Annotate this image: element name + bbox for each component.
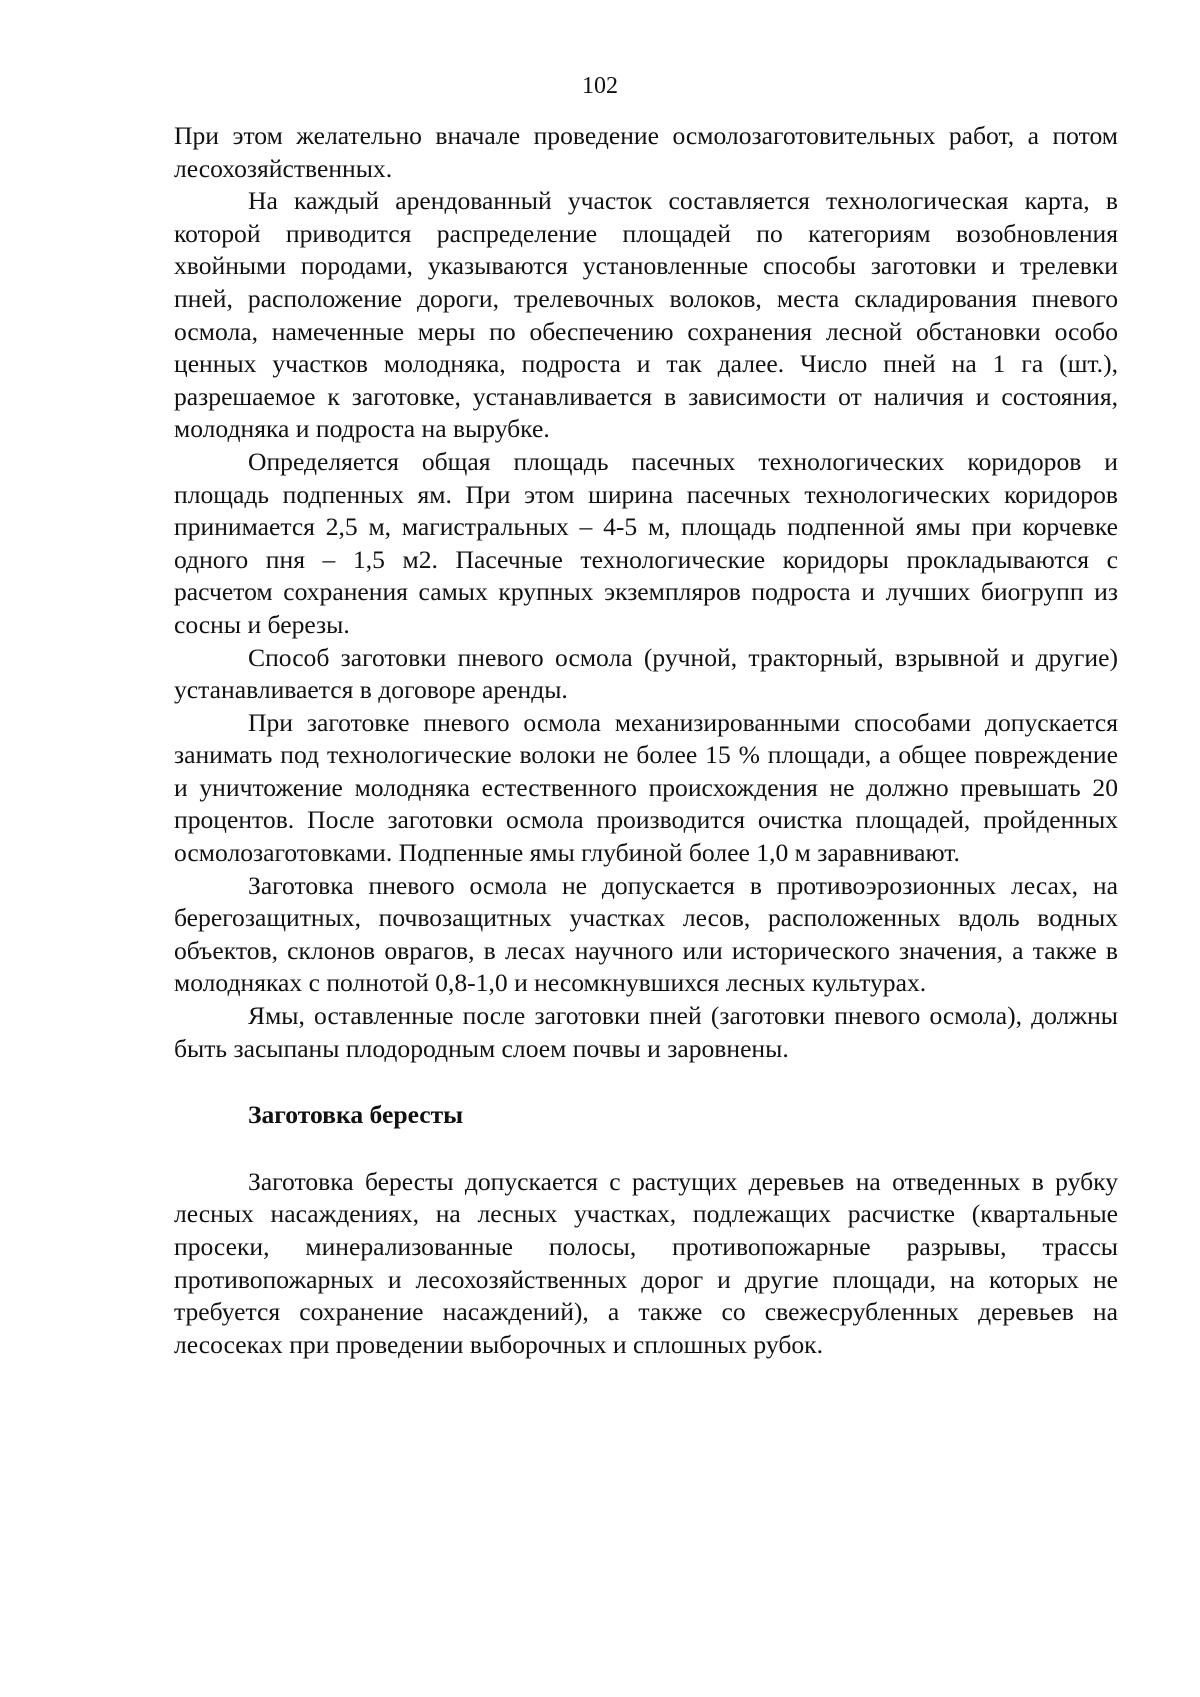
page-number: 102: [582, 73, 618, 99]
paragraph: Заготовка пневого осмола не допускается в противоэрозионных лесах, на берегозащитных, почвозащитных участках лесов, расположенных вдоль водных объектов, склонов оврагов, в лесах научного или исторического значения, а также в молодняках с полнотой 0,8-1,0 и несомкнувшихся лесных культурах.: [174, 870, 1118, 998]
paragraph: Ямы, оставленные после заготовки пней (заготовки пневого осмола), должны быть засыпаны плодородным слоем почвы и заровнены.: [174, 1001, 1118, 1063]
document-body: [174, 120, 1118, 1361]
paragraph: Заготовка бересты допускается с растущих деревьев на отведенных в рубку лесных насаждениях, на лесных участках, подлежащих расчистке (квартальные просеки, минерализованные полосы, противопожарные разрывы, трассы противопожарных и лесохозяйственных дорог и другие площади, на которых не требуется сохранение насаждений), а также со свежесрубленных деревьев на лесосеках при проведении выборочных и сплошных рубок.: [174, 1166, 1118, 1359]
paragraph: При заготовке пневого осмола механизированными способами допускается занимать под технологические волоки не более 15 % площади, а общее повреждение и уничтожение молодняка естественного происхождения не должно превышать 20 процентов. После заготовки осмола производится очистка площадей, пройденных осмолозаготовками. Подпенные ямы глубиной более 1,0 м заравнивают.: [174, 707, 1118, 868]
paragraph: На каждый арендованный участок составляется технологическая карта, в которой приводится распределение площадей по категориям возобновления хвойными породами, указываются установленные способы заготовки и трелевки пней, расположение дороги, трелевочных волоков, места складирования пневого осмола, намеченные меры по обеспечению сохранения лесной обстановки особо ценных участков молодняка, подроста и так далее. Число пней на 1 га (шт.), разрешаемое к заготовке, устанавливается в зависимости от наличия и состояния, молодняка и подроста на вырубке.: [174, 186, 1118, 444]
paragraph: Определяется общая площадь пасечных технологических коридоров и площадь подпенных ям. При этом ширина пасечных технологических коридоров принимается 2,5 м, магистральных – 4-5 м, площадь подпенной ямы при корчевке одного пня – 1,5 м2. Пасечные технологические коридоры прокладываются с расчетом сохранения самых крупных экземпляров подроста и лучших биогрупп из сосны и березы.: [174, 446, 1118, 639]
paragraph: При этом желательно вначале проведение осмолозаготовительных работ, а потом лесохозяйственных.: [174, 121, 1118, 183]
section-heading: Заготовка бересты: [248, 1100, 464, 1130]
paragraph: Способ заготовки пневого осмола (ручной, тракторный, взрывной и другие) устанавливается в договоре аренды.: [174, 642, 1118, 705]
